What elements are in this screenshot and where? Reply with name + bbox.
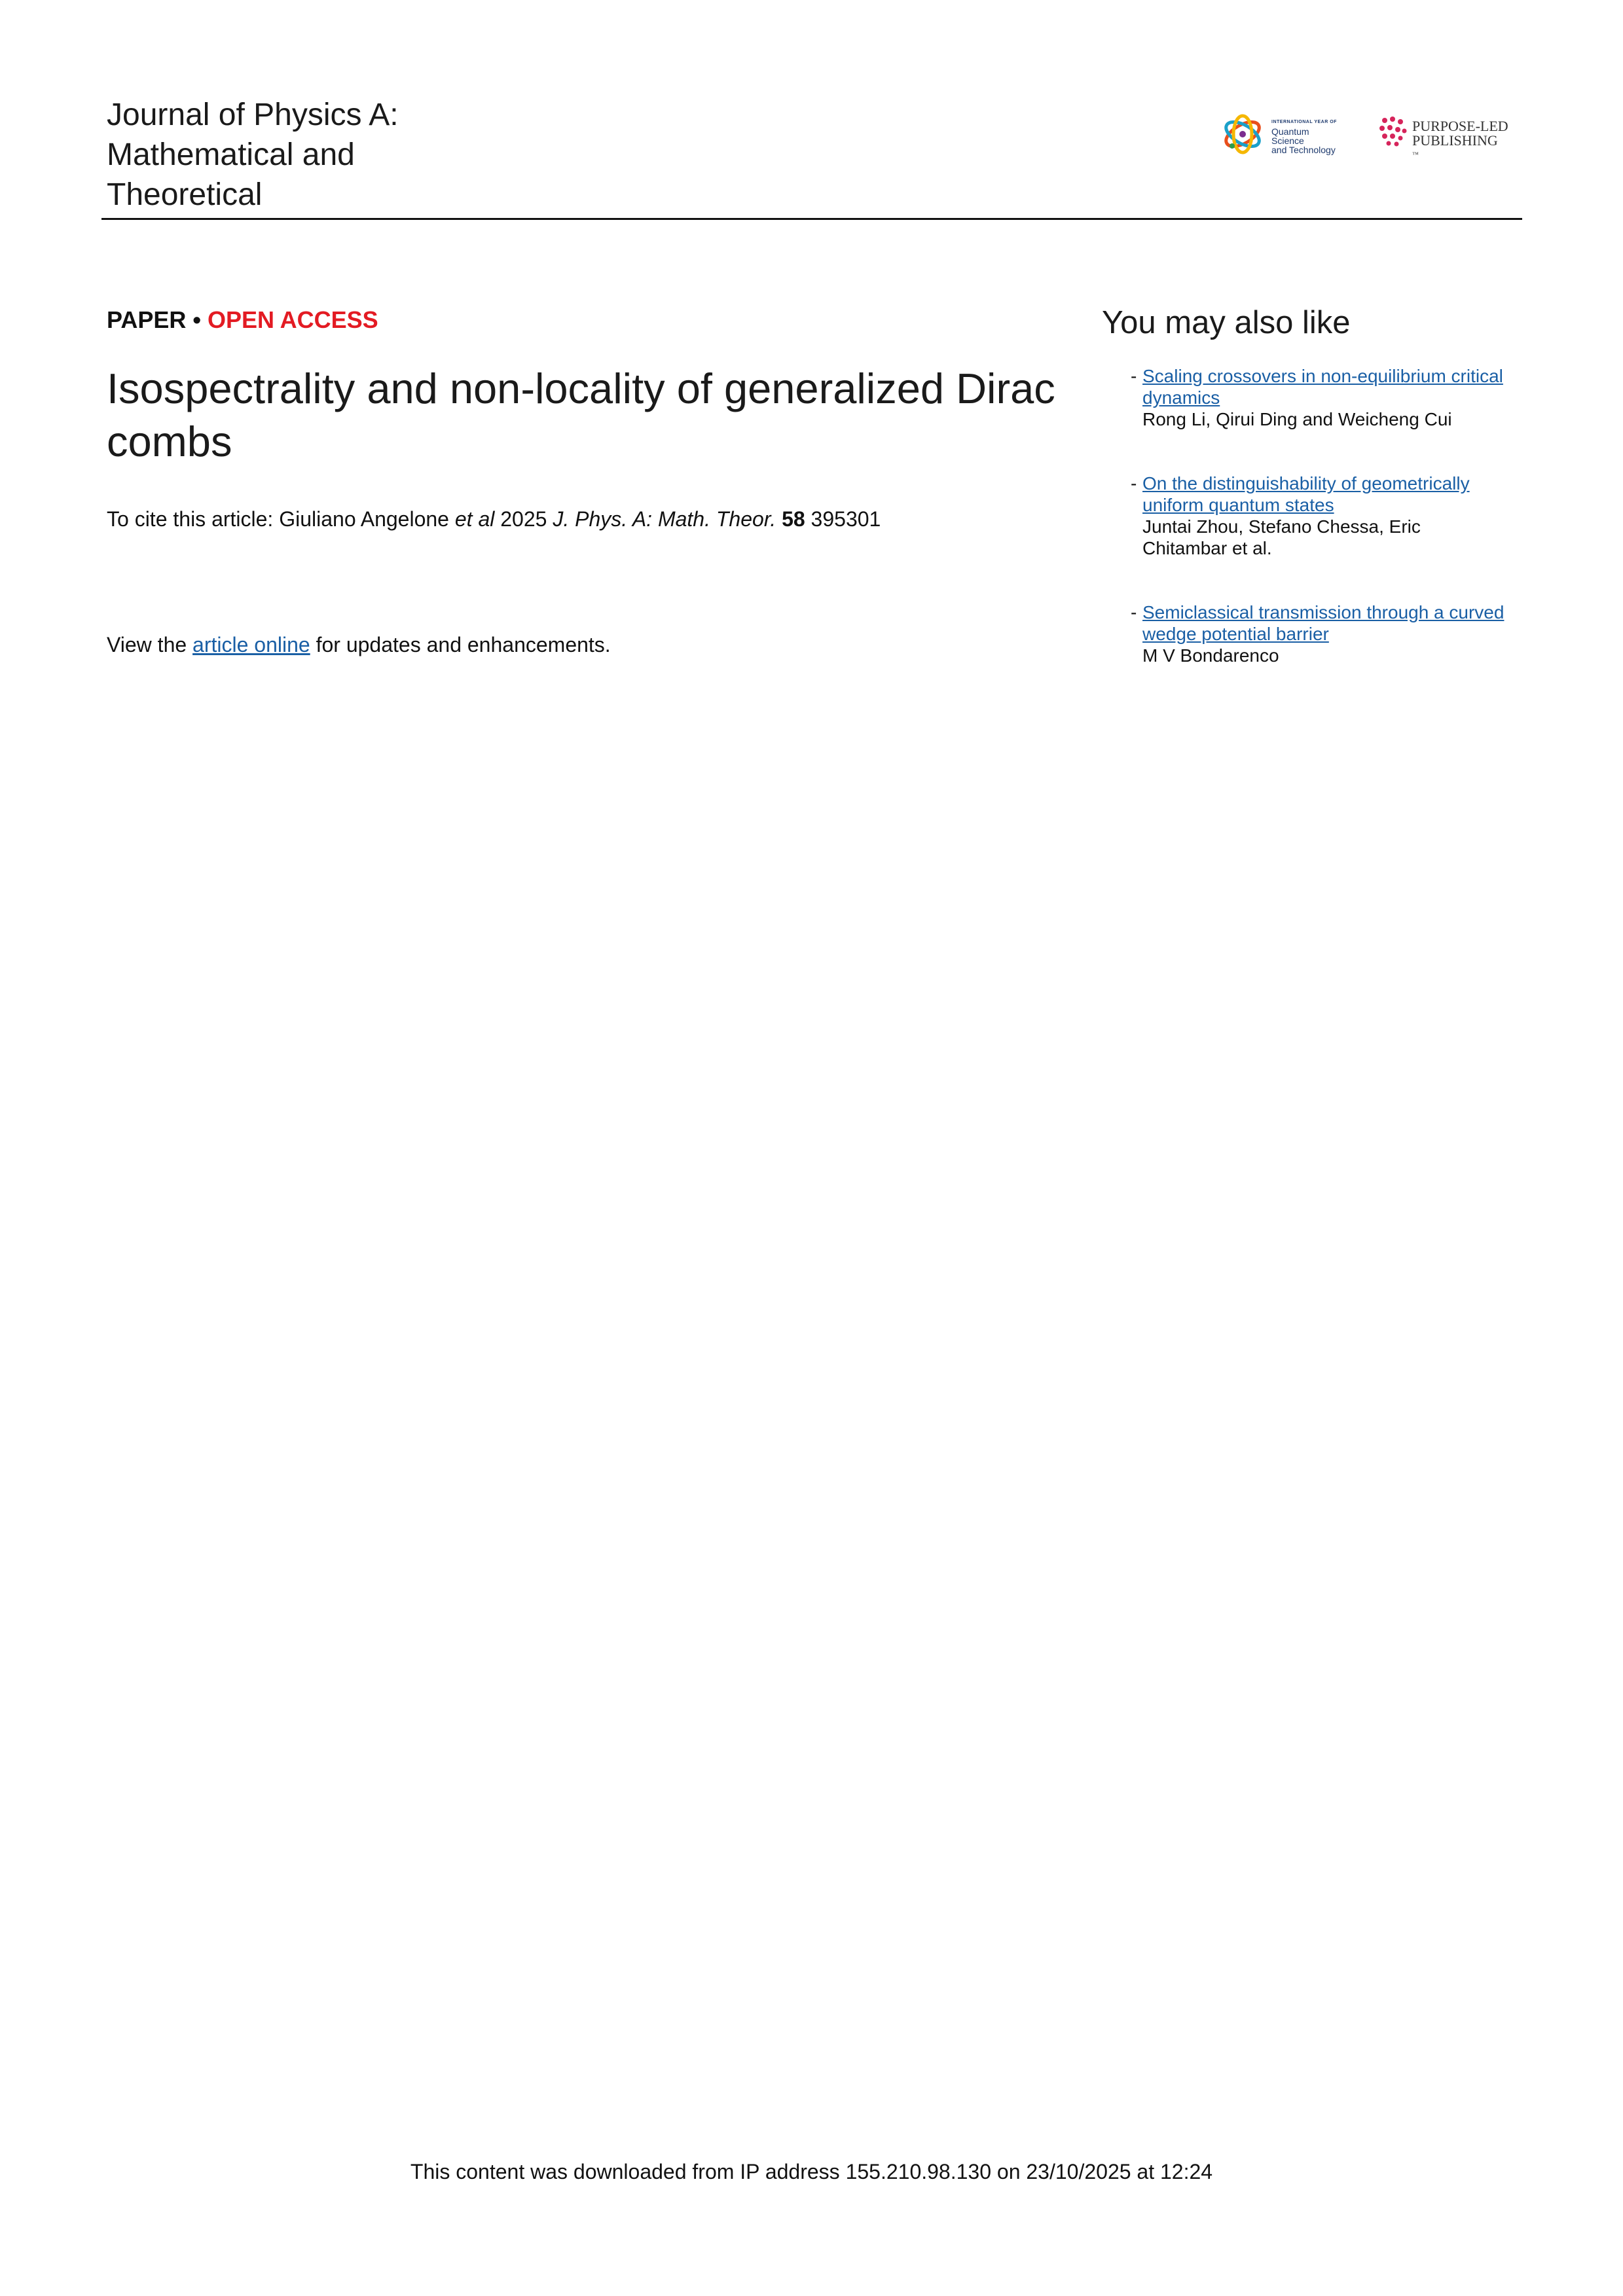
article-title: Isospectrality and non-locality of generalized Dirac combs	[107, 365, 1055, 465]
ppub-dots-icon	[1378, 115, 1408, 148]
citation	[107, 507, 881, 531]
download-note: This content was downloaded from IP address 155.210.98.130 on 23/10/2025 at 12:24	[410, 2160, 1213, 2183]
related-article-item	[1131, 601, 1509, 666]
open-access-badge: OPEN ACCESS	[207, 306, 378, 333]
article-online-link[interactable]: article online	[192, 633, 310, 656]
also-like-heading: You may also like	[1102, 305, 1351, 340]
list-dash: -	[1131, 366, 1137, 386]
ppub-line-2: PUBLISHING	[1412, 132, 1498, 149]
iyq-logo	[1218, 110, 1342, 159]
journal-title-line-3: Theoretical	[107, 177, 263, 212]
paper-type-label	[107, 306, 378, 334]
iyq-line-1: INTERNATIONAL YEAR OF	[1271, 120, 1337, 124]
ppub-logo-text	[1412, 119, 1508, 164]
iyq-knot-icon	[1218, 110, 1270, 159]
cite-article-number: 395301	[805, 507, 881, 531]
related-article-authors: M V Bondarenco	[1142, 645, 1279, 666]
cite-journal: J. Phys. A: Math. Theor.	[553, 507, 776, 531]
related-article-item	[1131, 365, 1509, 430]
iyq-line-3: and Technology	[1271, 145, 1336, 155]
related-article-link[interactable]: On the distinguishability of geometrically uniform quantum states	[1142, 473, 1470, 515]
cite-year: 2025	[494, 507, 553, 531]
journal-title-line-1: Journal of Physics A:	[107, 98, 399, 132]
cite-prefix: To cite this article: Giuliano Angelone	[107, 507, 455, 531]
view-online-line	[107, 633, 611, 657]
iyq-logo-text	[1271, 118, 1342, 154]
view-online-suffix: for updates and enhancements.	[310, 633, 611, 656]
ppub-line-1: PURPOSE-LED	[1412, 118, 1508, 134]
header-logos	[1218, 110, 1525, 162]
cite-et-al: et al	[454, 507, 495, 531]
cite-space	[776, 507, 782, 531]
journal-title	[107, 95, 565, 215]
related-article-authors: Juntai Zhou, Stefano Chessa, Eric Chitambar et al.	[1142, 516, 1421, 558]
related-articles-list	[1131, 365, 1509, 709]
paper-type: PAPER	[107, 306, 187, 333]
related-article-link[interactable]: Semiclassical transmission through a curved wedge potential barrier	[1142, 602, 1504, 644]
ppub-trademark: ™	[1412, 151, 1419, 158]
list-dash: -	[1131, 473, 1137, 493]
related-article-authors: Rong Li, Qirui Ding and Weicheng Cui	[1142, 409, 1452, 429]
view-online-prefix: View the	[107, 633, 193, 656]
related-article-item	[1131, 473, 1509, 559]
journal-title-line-2: Mathematical and	[107, 137, 355, 172]
purpose-led-publishing-logo	[1378, 115, 1529, 158]
related-article-link[interactable]: Scaling crossovers in non-equilibrium critical dynamics	[1142, 366, 1503, 408]
cite-volume: 58	[782, 507, 805, 531]
paper-type-separator: •	[186, 306, 208, 333]
iyq-line-2: Quantum Science	[1271, 126, 1309, 146]
list-dash: -	[1131, 602, 1137, 622]
header-divider	[101, 218, 1522, 220]
